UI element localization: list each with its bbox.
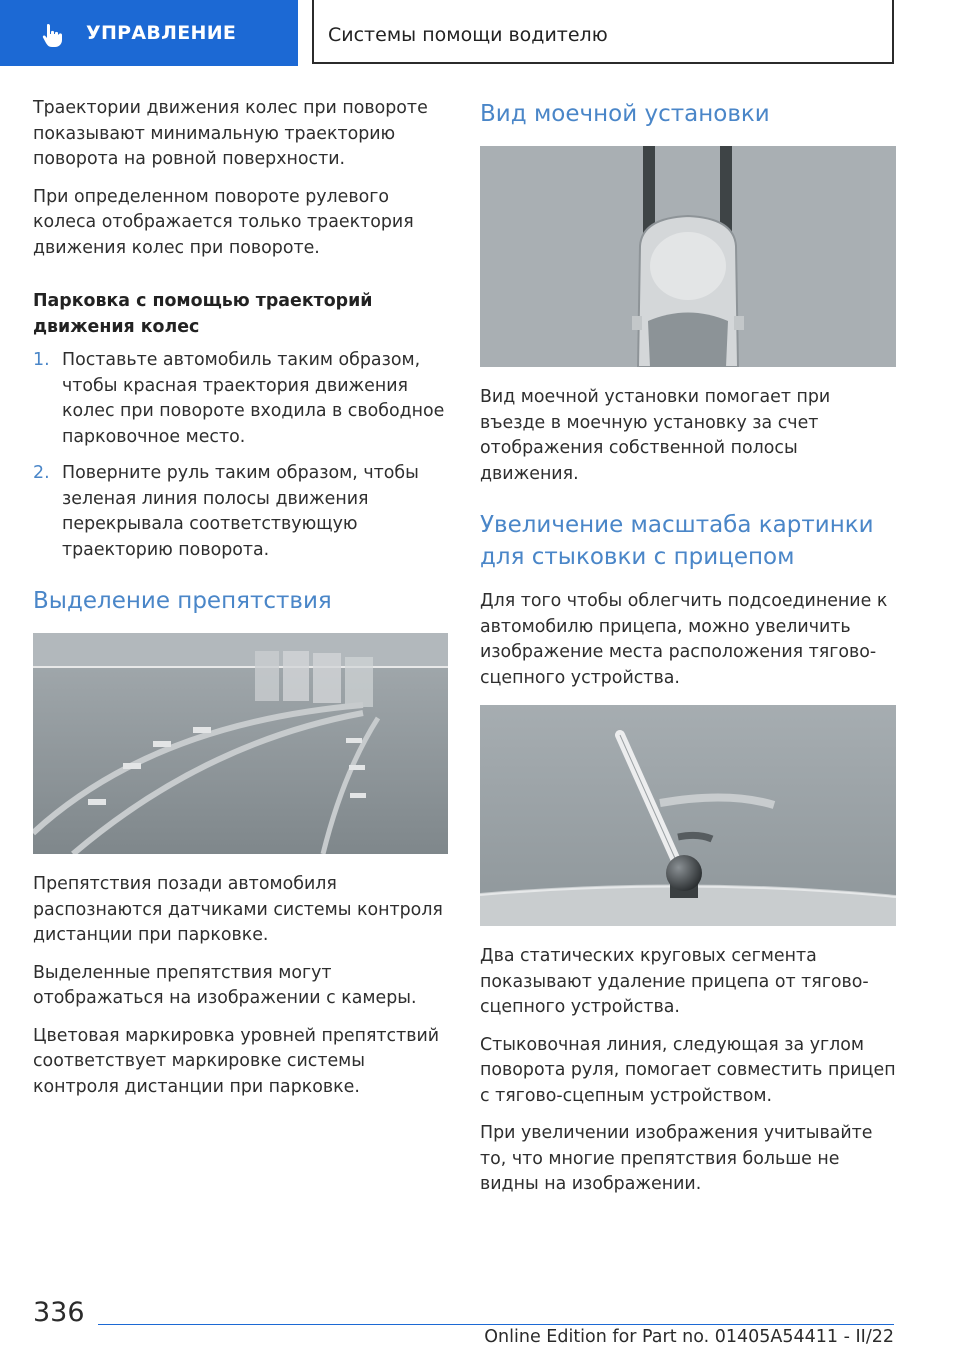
obstacle-camera-illustration: [33, 633, 448, 854]
chapter-title: УПРАВЛЕНИЕ: [86, 22, 237, 44]
right-column: [480, 98, 896, 1210]
heading-trailer-zoom: Увеличение масштаба картинки для стыковки с прицепом: [480, 512, 874, 570]
footer-divider: [98, 1324, 894, 1325]
section-header: [312, 0, 894, 64]
page-number: 336: [33, 1297, 85, 1328]
step-text: Поверните руль таким образом, чтобы зеленая линия полосы движения перекрывала соответствующую траекторию поворота.: [62, 463, 419, 560]
heading-carwash-view: Вид моечной установки: [480, 101, 770, 127]
paragraph-zoom-segments: Два статических круговых сегмента показывают удаление прицепа от тягово-сцепного устройства.: [480, 946, 869, 1017]
paragraph-carwash: Вид моечной установки помогает при въезде в моечную установку за счет отображения собственной полосы движения.: [480, 387, 831, 484]
paragraph-obstacle-display: Выделенные препятствия могут отображаться на изображении с камеры.: [33, 962, 417, 1008]
step-number: 2.: [33, 463, 50, 483]
subheading-parking-trajectory: Парковка с помощью траекторий движения колес: [33, 291, 373, 337]
heading-obstacle-highlight: Выделение препятствия: [33, 588, 332, 614]
paragraph-obstacle-detect: Препятствия позади автомобиля распознаются датчиками системы контроля дистанции при парковке.: [33, 874, 443, 945]
step-number: 1.: [33, 350, 50, 370]
list-item: [33, 348, 448, 450]
chapter-tab: [0, 0, 298, 66]
paragraph-trajectory-angle: При определенном повороте рулевого колеса отображается только траектория движения колес при повороте.: [33, 186, 414, 258]
left-column: [33, 96, 448, 1112]
list-item: [33, 461, 448, 563]
carwash-view-illustration: [480, 146, 896, 367]
paragraph-obstacle-colors: Цветовая маркировка уровней препятствий соответствует маркировке системы контроля дистанции при парковке.: [33, 1025, 440, 1097]
edition-info: Online Edition for Part no. 01405A54411 - II/22: [484, 1327, 894, 1347]
paragraph-trajectory-intro: Траектории движения колес при повороте показывают минимальную траекторию поворота на ровной поверхности.: [33, 98, 428, 169]
steps-list: [33, 348, 448, 563]
step-text: Поставьте автомобиль таким образом, чтобы красная траектория движения колес при повороте входила в свободное парковочное место.: [62, 350, 445, 447]
paragraph-zoom-warning: При увеличении изображения учитывайте то, что многие препятствия больше не видны на изображении.: [480, 1123, 873, 1194]
pointing-hand-icon: [40, 22, 66, 48]
paragraph-zoom-intro: Для того чтобы облегчить подсоединение к автомобилю прицепа, можно увеличить изображение места расположения тягово-сцепного устройства.: [480, 591, 888, 688]
paragraph-zoom-line: Стыковочная линия, следующая за углом поворота руля, помогает совместить прицеп с тягово-сцепным устройством.: [480, 1034, 896, 1106]
trailer-hitch-illustration: [480, 705, 896, 926]
section-title: Системы помощи водителю: [328, 24, 608, 46]
